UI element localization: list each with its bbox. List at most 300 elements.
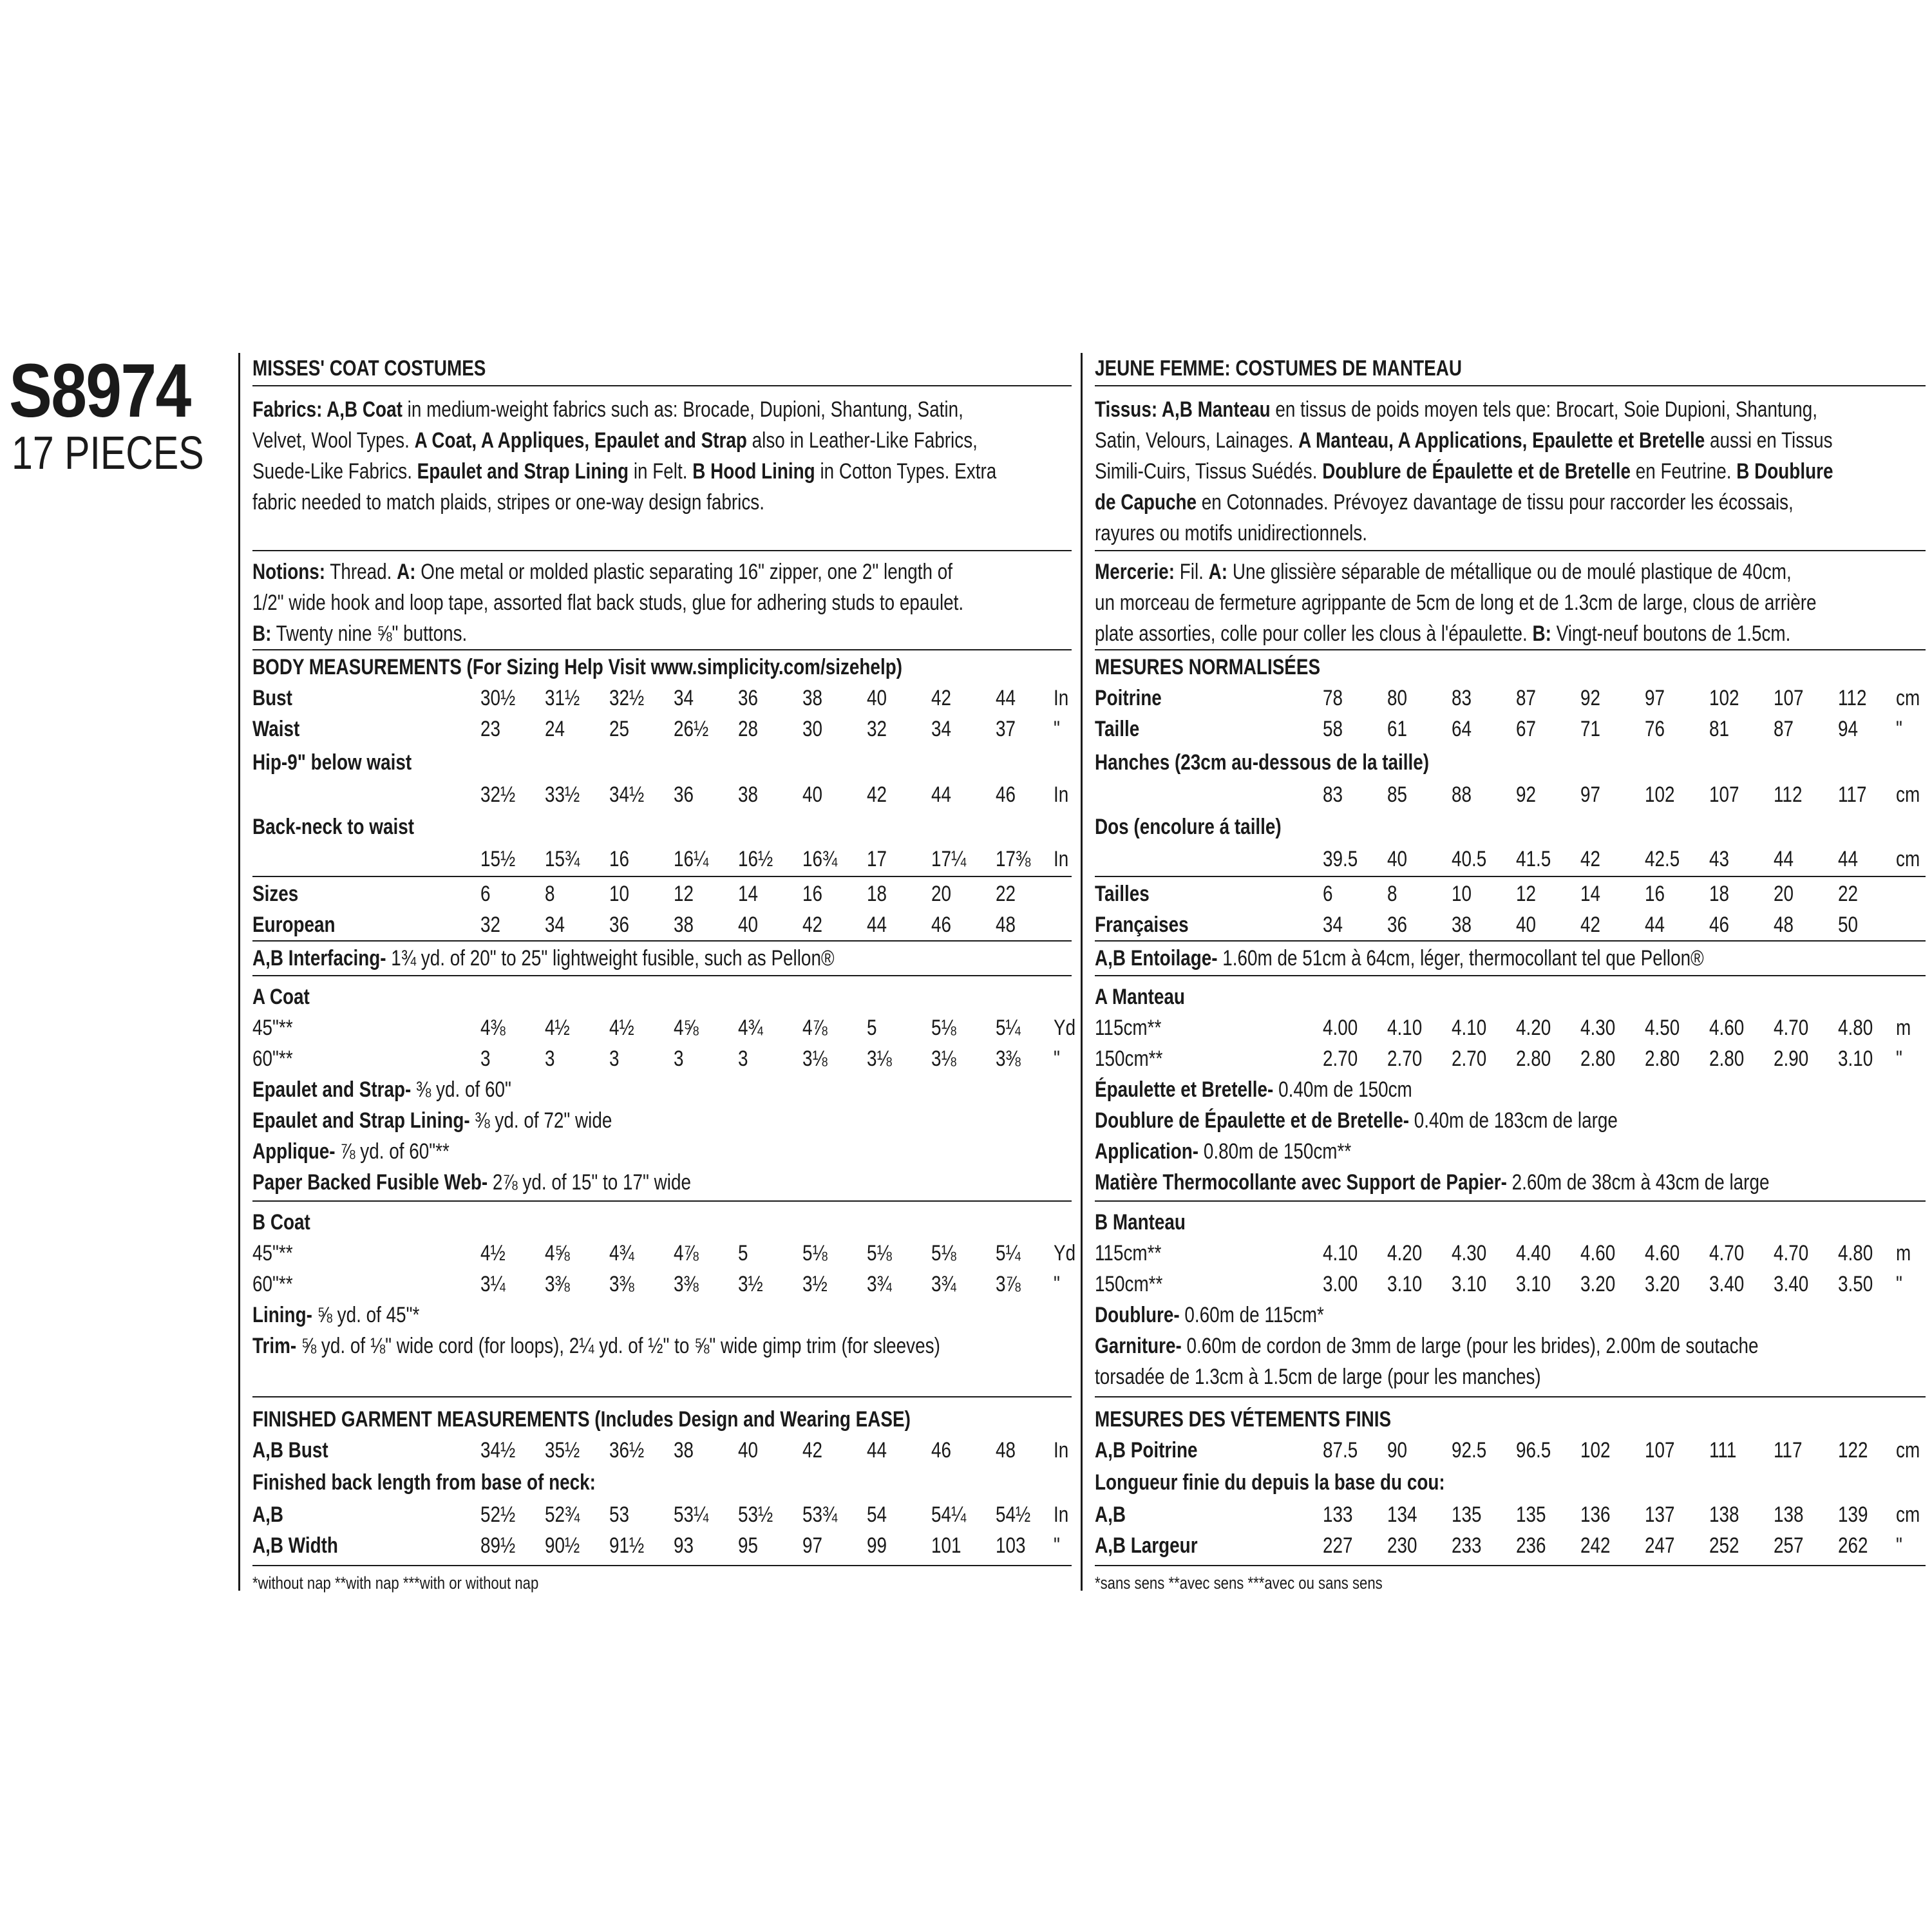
section-divider — [252, 876, 1072, 877]
a60-value: 3 — [609, 1046, 620, 1071]
back-label: Back-neck to waist — [252, 815, 415, 839]
fab-value: 54½ — [996, 1502, 1031, 1527]
bust-value: 102 — [1709, 686, 1739, 710]
fab-value: 54 — [867, 1502, 887, 1527]
a60-value: 2.90 — [1774, 1046, 1809, 1071]
fabrics-line — [252, 456, 996, 487]
b45-unit: m — [1896, 1241, 1911, 1265]
a-extra-text: Épaulette et Bretelle- — [1095, 1077, 1274, 1102]
fabrics-text: Tissus: A,B Manteau — [1095, 397, 1271, 422]
b-extra-text: Doublure- — [1095, 1303, 1180, 1327]
european-value: 34 — [545, 913, 565, 937]
fabrics-line — [1095, 456, 1833, 487]
notions-text: Une glissière séparable de métallique ou de moulé plastique de 40cm, — [1227, 560, 1792, 584]
hip-value: 117 — [1838, 782, 1867, 807]
notions-line — [1095, 618, 1790, 649]
fab-value: 135 — [1452, 1502, 1482, 1527]
back-value: 16¾ — [802, 847, 838, 871]
a-extra-text: Application- — [1095, 1139, 1199, 1164]
fab-value: 52½ — [480, 1502, 516, 1527]
european-value: 34 — [1323, 913, 1343, 937]
sizes-value: 8 — [545, 882, 555, 906]
fabrics-text: in medium-weight fabrics such as: Brocade, Dupioni, Shantung, Satin, — [402, 397, 963, 422]
waist-value: 23 — [480, 717, 501, 741]
fabrics-text: A Coat, A Appliques, Epaulet and Strap — [414, 428, 747, 453]
fabrics-text: A Manteau, A Applications, Epaulette et Bretelle — [1298, 428, 1705, 453]
a45-value: 4.60 — [1709, 1016, 1745, 1040]
section-divider — [252, 975, 1072, 976]
hip-unit: In — [1054, 782, 1069, 807]
b-extra-text: Garniture- — [1095, 1334, 1182, 1358]
pattern-number: S8974 — [9, 348, 191, 433]
a45-value: 4.10 — [1452, 1016, 1487, 1040]
waist-value: 67 — [1516, 717, 1537, 741]
a45-value: 4.10 — [1387, 1016, 1423, 1040]
back-value: 39.5 — [1323, 847, 1358, 871]
a60-value: 2.80 — [1645, 1046, 1680, 1071]
back-value: 17 — [867, 847, 887, 871]
section-divider — [252, 1396, 1072, 1397]
sizes-value: 6 — [1323, 882, 1333, 906]
fwidth-value: 242 — [1580, 1533, 1611, 1558]
fabrics-text: in Felt. — [629, 459, 693, 484]
sizes-value: 20 — [931, 882, 952, 906]
b45-value: 4¾ — [609, 1241, 634, 1265]
bust-value: 107 — [1774, 686, 1804, 710]
b45-value: 4⅝ — [545, 1241, 570, 1265]
fab-value: 53¾ — [802, 1502, 838, 1527]
notions-line — [252, 587, 963, 618]
fab-value: 52¾ — [545, 1502, 580, 1527]
a45-unit: Yd — [1054, 1016, 1076, 1040]
hip-value: 42 — [867, 782, 887, 807]
a60-value: 3 — [480, 1046, 491, 1071]
bust-value: 34 — [674, 686, 694, 710]
sizes-value: 10 — [609, 882, 630, 906]
fwidth-value: 236 — [1516, 1533, 1546, 1558]
section-divider — [252, 385, 1072, 386]
b-extra-text: ⅝ yd. of 45"* — [312, 1303, 420, 1327]
a60-value: 3⅛ — [931, 1046, 956, 1071]
a-extra-text: Epaulet and Strap- — [252, 1077, 412, 1102]
fabrics-text: Epaulet and Strap Lining — [417, 459, 629, 484]
back-value: 17¼ — [931, 847, 967, 871]
a-extra-text: Applique- — [252, 1139, 336, 1164]
bust-value: 78 — [1323, 686, 1343, 710]
european-value: 36 — [609, 913, 630, 937]
section-divider — [252, 649, 1072, 650]
back-value: 44 — [1838, 847, 1859, 871]
b-extra-text: 0.60m de cordon de 3mm de large (pour les brides), 2.00m de soutache — [1181, 1334, 1759, 1358]
b60-value: 3¾ — [867, 1272, 892, 1296]
b60-label: 60"** — [252, 1272, 293, 1296]
b45-value: 4.10 — [1323, 1241, 1358, 1265]
b45-unit: Yd — [1054, 1241, 1076, 1265]
bust-value: 112 — [1838, 686, 1867, 710]
b45-value: 4.80 — [1838, 1241, 1873, 1265]
b60-value: 3.10 — [1387, 1272, 1423, 1296]
section-divider — [1095, 1200, 1926, 1202]
b45-value: 5⅛ — [802, 1241, 828, 1265]
hip-value: 92 — [1516, 782, 1537, 807]
fbust-value: 122 — [1838, 1438, 1868, 1463]
fbust-unit: In — [1054, 1438, 1069, 1463]
fwidth-value: 101 — [931, 1533, 961, 1558]
finished-header: MESURES DES VÉTEMENTS FINIS — [1095, 1407, 1392, 1432]
fabrics-text: B Hood Lining — [692, 459, 815, 484]
notions-text: Mercerie: — [1095, 560, 1175, 584]
hip-value: 97 — [1580, 782, 1601, 807]
bust-value: 44 — [996, 686, 1016, 710]
back-value: 40.5 — [1452, 847, 1487, 871]
waist-value: 58 — [1323, 717, 1343, 741]
notions-text: B: — [252, 621, 272, 646]
section-divider — [252, 550, 1072, 551]
sizes-value: 16 — [802, 882, 823, 906]
european-value: 38 — [674, 913, 694, 937]
finished-header: FINISHED GARMENT MEASUREMENTS (Includes Design and Wearing EASE) — [252, 1407, 911, 1432]
european-value: 46 — [931, 913, 952, 937]
european-value: 36 — [1387, 913, 1408, 937]
section-divider — [252, 1565, 1072, 1566]
fabrics-text: aussi en Tissus — [1705, 428, 1833, 453]
bust-value: 32½ — [609, 686, 645, 710]
a60-value: 3⅜ — [996, 1046, 1021, 1071]
fwidth-label: A,B Width — [252, 1533, 338, 1558]
hip-value: 83 — [1323, 782, 1343, 807]
fwidth-value: 103 — [996, 1533, 1026, 1558]
notions-text: Thread. — [325, 560, 397, 584]
a-extra-text: Epaulet and Strap Lining- — [252, 1108, 470, 1133]
fwidth-value: 93 — [674, 1533, 694, 1558]
a45-value: 4⅞ — [802, 1016, 828, 1040]
waist-value: 64 — [1452, 717, 1472, 741]
b60-unit: " — [1896, 1272, 1902, 1296]
waist-value: 71 — [1580, 717, 1601, 741]
fabrics-text: Satin, Velours, Lainages. — [1095, 428, 1299, 453]
b45-value: 5⅛ — [867, 1241, 892, 1265]
bust-label: Bust — [252, 686, 292, 710]
a60-value: 3⅛ — [802, 1046, 828, 1071]
sizes-value: 22 — [1838, 882, 1859, 906]
waist-value: 26½ — [674, 717, 709, 741]
a-extra-text: 2⅞ yd. of 15" to 17" wide — [488, 1170, 691, 1195]
section-divider — [1095, 1396, 1926, 1397]
b60-value: 3.20 — [1580, 1272, 1616, 1296]
waist-value: 30 — [802, 717, 823, 741]
bust-value: 38 — [802, 686, 823, 710]
a-extra-text: ⅜ yd. of 72" wide — [469, 1108, 612, 1133]
b60-value: 3⅞ — [996, 1272, 1021, 1296]
b45-label: 45"** — [252, 1241, 293, 1265]
back-value: 42 — [1580, 847, 1601, 871]
back-unit: cm — [1896, 847, 1920, 871]
fab-value: 138 — [1774, 1502, 1804, 1527]
back-value: 16 — [609, 847, 630, 871]
a45-value: 4⅝ — [674, 1016, 699, 1040]
back-value: 15¾ — [545, 847, 580, 871]
b60-value: 3.40 — [1774, 1272, 1809, 1296]
hip-value: 112 — [1774, 782, 1803, 807]
back-value: 16¼ — [674, 847, 709, 871]
notions-text: un morceau de fermeture agrippante de 5cm de long et de 1.3cm de large, clous de arrière — [1095, 591, 1817, 615]
fabrics-text: de Capuche — [1095, 490, 1197, 515]
fab-value: 134 — [1387, 1502, 1417, 1527]
european-value: 42 — [802, 913, 823, 937]
fabrics-line — [1095, 394, 1817, 425]
interfacing-text: A,B Interfacing- — [252, 946, 386, 971]
a-extra-text: 0.40m de 183cm de large — [1409, 1108, 1618, 1133]
waist-value: 32 — [867, 717, 887, 741]
a-extra-line — [1095, 1136, 1351, 1167]
fwidth-value: 227 — [1323, 1533, 1353, 1558]
section-divider — [1095, 550, 1926, 551]
a-extra-text: 0.40m de 150cm — [1273, 1077, 1412, 1102]
footnote: *without nap **with nap ***with or without nap — [252, 1573, 539, 1593]
section-divider — [1095, 975, 1926, 976]
a60-value: 3 — [738, 1046, 748, 1071]
notions-text: plate assorties, colle pour coller les clous à l'épaulette. — [1095, 621, 1533, 646]
fabrics-line — [1095, 487, 1794, 518]
left-divider — [238, 353, 240, 1591]
fab-value: 138 — [1709, 1502, 1739, 1527]
waist-value: 87 — [1774, 717, 1794, 741]
fbust-value: 107 — [1645, 1438, 1675, 1463]
european-value: 50 — [1838, 913, 1859, 937]
bust-value: 31½ — [545, 686, 580, 710]
b60-value: 3.10 — [1452, 1272, 1487, 1296]
fabrics-text: Velvet, Wool Types. — [252, 428, 415, 453]
notions-text: Twenty nine ⅝" buttons. — [271, 621, 468, 646]
waist-unit: " — [1054, 717, 1060, 741]
waist-value: 24 — [545, 717, 565, 741]
fabrics-text: Suede-Like Fabrics. — [252, 459, 417, 484]
european-label: Françaises — [1095, 913, 1189, 937]
notions-line — [252, 618, 467, 649]
b60-label: 150cm** — [1095, 1272, 1163, 1296]
a45-value: 4⅜ — [480, 1016, 506, 1040]
a-extra-text: Paper Backed Fusible Web- — [252, 1170, 488, 1195]
title: MISSES' COAT COSTUMES — [252, 356, 486, 381]
hip-label: Hanches (23cm au-dessous de la taille) — [1095, 750, 1430, 775]
fabrics-text: en tissus de poids moyen tels que: Brocart, Soie Dupioni, Shantung, — [1270, 397, 1817, 422]
fbust-value: 92.5 — [1452, 1438, 1487, 1463]
notions-line — [1095, 587, 1817, 618]
fwidth-value: 233 — [1452, 1533, 1482, 1558]
interfacing — [252, 943, 834, 974]
a-extra-line — [252, 1167, 691, 1198]
hip-value: 33½ — [545, 782, 580, 807]
fab-unit: In — [1054, 1502, 1069, 1527]
waist-value: 34 — [931, 717, 952, 741]
b45-label: 115cm** — [1095, 1241, 1162, 1265]
sizes-value: 14 — [1580, 882, 1601, 906]
b-extra-line — [1095, 1361, 1541, 1392]
interfacing-text: 1¾ yd. of 20" to 25" lightweight fusible, such as Pellon® — [386, 946, 835, 971]
back-value: 16½ — [738, 847, 773, 871]
a60-unit: " — [1896, 1046, 1902, 1071]
fab-value: 136 — [1580, 1502, 1611, 1527]
b-extra-line — [1095, 1331, 1759, 1361]
b45-value: 4½ — [480, 1241, 506, 1265]
a60-value: 3 — [674, 1046, 684, 1071]
b45-value: 4.40 — [1516, 1241, 1551, 1265]
sizes-value: 16 — [1645, 882, 1665, 906]
center-divider — [1081, 353, 1083, 1591]
bust-value: 40 — [867, 686, 887, 710]
b60-value: 3¾ — [931, 1272, 956, 1296]
waist-value: 37 — [996, 717, 1016, 741]
notions-text: Notions: — [252, 560, 326, 584]
fabrics-text: Fabrics: A,B Coat — [252, 397, 402, 422]
section-divider — [1095, 876, 1926, 877]
fwidth-value: 252 — [1709, 1533, 1739, 1558]
a60-value: 2.80 — [1516, 1046, 1551, 1071]
bust-label: Poitrine — [1095, 686, 1162, 710]
b-extra-text: 0.60m de 115cm* — [1179, 1303, 1324, 1327]
a45-label: 115cm** — [1095, 1016, 1162, 1040]
b-extra-text: Lining- — [252, 1303, 312, 1327]
sizes-value: 12 — [674, 882, 694, 906]
fabrics-line — [1095, 425, 1833, 456]
bust-value: 87 — [1516, 686, 1537, 710]
bust-value: 36 — [738, 686, 759, 710]
fbust-unit: cm — [1896, 1438, 1920, 1463]
a45-value: 4.80 — [1838, 1016, 1873, 1040]
hip-value: 40 — [802, 782, 823, 807]
notions-text: Vingt-neuf boutons de 1.5cm. — [1551, 621, 1791, 646]
fwidth-value: 257 — [1774, 1533, 1804, 1558]
sizes-value: 20 — [1774, 882, 1794, 906]
waist-label: Taille — [1095, 717, 1140, 741]
sizes-value: 14 — [738, 882, 759, 906]
interfacing-text: 1.60m de 51cm à 64cm, léger, thermocollant tel que Pellon® — [1217, 946, 1704, 971]
fab-value: 133 — [1323, 1502, 1353, 1527]
fbust-label: A,B Poitrine — [1095, 1438, 1198, 1463]
notions-text: One metal or molded plastic separating 16" zipper, one 2" length of — [415, 560, 953, 584]
b-extra-line — [252, 1331, 940, 1361]
fabrics-text: rayures ou motifs unidirectionnels. — [1095, 521, 1368, 545]
a-extra-line — [252, 1074, 511, 1105]
b-extra-text: Trim- — [252, 1334, 297, 1358]
bust-value: 42 — [931, 686, 952, 710]
a45-value: 5⅛ — [931, 1016, 956, 1040]
b45-value: 5⅛ — [931, 1241, 956, 1265]
hip-value: 102 — [1645, 782, 1675, 807]
sizes-label: Tailles — [1095, 882, 1150, 906]
fab-unit: cm — [1896, 1502, 1920, 1527]
fabrics-line — [1095, 518, 1367, 549]
hip-value: 46 — [996, 782, 1016, 807]
notions-line — [1095, 556, 1792, 587]
hip-label: Hip-9" below waist — [252, 750, 412, 775]
fabrics-text: B Doublure — [1736, 459, 1833, 484]
fab-value: 53 — [609, 1502, 630, 1527]
b60-value: 3.00 — [1323, 1272, 1358, 1296]
a45-value: 4.70 — [1774, 1016, 1809, 1040]
a60-value: 2.80 — [1709, 1046, 1745, 1071]
fwidth-value: 99 — [867, 1533, 887, 1558]
a-extra-text: 0.80m de 150cm** — [1198, 1139, 1352, 1164]
b60-value: 3⅜ — [545, 1272, 570, 1296]
a-extra-line — [1095, 1105, 1618, 1136]
fbust-value: 96.5 — [1516, 1438, 1551, 1463]
fbust-value: 90 — [1387, 1438, 1408, 1463]
title: JEUNE FEMME: COSTUMES DE MANTEAU — [1095, 356, 1463, 381]
a45-value: 4¾ — [738, 1016, 763, 1040]
fbust-value: 117 — [1774, 1438, 1803, 1463]
a-extra-text: Doublure de Épaulette et de Bretelle- — [1095, 1108, 1410, 1133]
a-extra-line — [252, 1136, 450, 1167]
bust-value: 80 — [1387, 686, 1408, 710]
fabrics-text: also in Leather-Like Fabrics, — [746, 428, 978, 453]
fwidth-value: 95 — [738, 1533, 759, 1558]
back-value: 43 — [1709, 847, 1730, 871]
a45-value: 4.20 — [1516, 1016, 1551, 1040]
a60-label: 60"** — [252, 1046, 293, 1071]
fwidth-value: 262 — [1838, 1533, 1868, 1558]
length-header: Finished back length from base of neck: — [252, 1470, 596, 1495]
waist-value: 28 — [738, 717, 759, 741]
b45-value: 4.30 — [1452, 1241, 1487, 1265]
b60-value: 3.50 — [1838, 1272, 1873, 1296]
european-value: 40 — [1516, 913, 1537, 937]
fbust-value: 35½ — [545, 1438, 580, 1463]
back-label: Dos (encolure á taille) — [1095, 815, 1282, 839]
bust-unit: In — [1054, 686, 1069, 710]
european-value: 42 — [1580, 913, 1601, 937]
european-value: 38 — [1452, 913, 1472, 937]
sizes-label: Sizes — [252, 882, 299, 906]
b45-value: 4⅞ — [674, 1241, 699, 1265]
fab-label: A,B — [1095, 1502, 1126, 1527]
b60-value: 3.40 — [1709, 1272, 1745, 1296]
hip-value: 36 — [674, 782, 694, 807]
fwidth-unit: " — [1054, 1533, 1060, 1558]
hip-unit: cm — [1896, 782, 1920, 807]
b60-value: 3⅜ — [609, 1272, 634, 1296]
a45-value: 5 — [867, 1016, 877, 1040]
fbust-value: 36½ — [609, 1438, 645, 1463]
sizes-value: 22 — [996, 882, 1016, 906]
a-extra-text: ⅜ yd. of 60" — [411, 1077, 511, 1102]
back-value: 41.5 — [1516, 847, 1551, 871]
fab-value: 53½ — [738, 1502, 773, 1527]
fabrics-line — [252, 394, 963, 425]
hip-value: 44 — [931, 782, 952, 807]
notions-text: B: — [1532, 621, 1551, 646]
european-label: European — [252, 913, 336, 937]
fwidth-label: A,B Largeur — [1095, 1533, 1198, 1558]
a45-value: 4½ — [545, 1016, 570, 1040]
european-value: 48 — [1774, 913, 1794, 937]
fabrics-line — [252, 425, 978, 456]
a-coat: A Manteau — [1095, 985, 1185, 1009]
european-value: 46 — [1709, 913, 1730, 937]
back-value: 17⅜ — [996, 847, 1031, 871]
notions-text: A: — [397, 560, 416, 584]
fwidth-value: 90½ — [545, 1533, 580, 1558]
fbust-value: 38 — [674, 1438, 694, 1463]
fbust-value: 111 — [1709, 1438, 1737, 1463]
b45-value: 5 — [738, 1241, 748, 1265]
b-coat: B Coat — [252, 1210, 310, 1235]
fab-value: 54¼ — [931, 1502, 967, 1527]
fwidth-value: 247 — [1645, 1533, 1675, 1558]
european-value: 48 — [996, 913, 1016, 937]
hip-value: 38 — [738, 782, 759, 807]
b-extra-text: ⅝ yd. of ⅛" wide cord (for loops), 2¼ yd. of ½" to ⅝" wide gimp trim (for sleeves) — [296, 1334, 940, 1358]
